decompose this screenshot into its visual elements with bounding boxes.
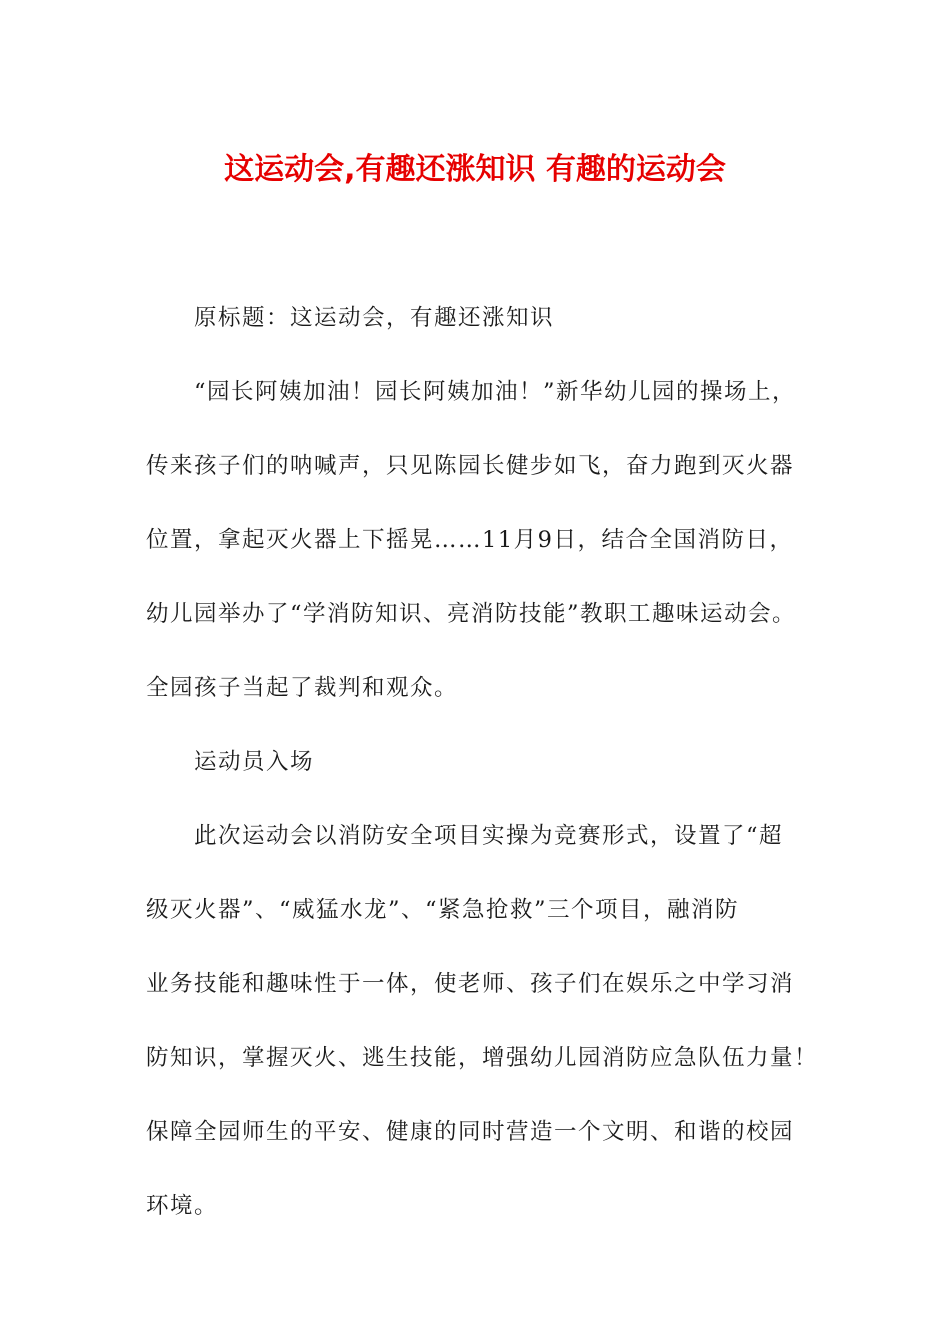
paragraph-line: 全园孩子当起了裁判和观众。 (146, 675, 459, 701)
paragraph-line: “园长阿姨加油！园长阿姨加油！”新华幼儿园的操场上， (194, 379, 797, 405)
paragraph-line: 运动员入场 (194, 749, 315, 775)
paragraph-line: 级灭火器”、“威猛水龙”、“紧急抢救”三个项目，融消防 (146, 897, 740, 923)
paragraph-line: 业务技能和趣味性于一体，使老师、孩子们在娱乐之中学习消 (146, 971, 795, 997)
paragraph-details (146, 799, 819, 1243)
paragraph-line: 环境。 (146, 1193, 219, 1219)
paragraph-line: 此次运动会以消防安全项目实操为竞赛形式，设置了“超 (194, 823, 784, 849)
paragraph-original-title (146, 281, 806, 355)
paragraph-intro (146, 355, 806, 725)
paragraph-line: 原标题：这运动会，有趣还涨知识 (194, 305, 555, 331)
paragraph-line: 保障全园师生的平安、健康的同时营造一个文明、和谐的校园 (146, 1119, 795, 1145)
paragraph-line: 防知识，掌握灭火、逃生技能，增强幼儿园消防应急队伍力量！ (146, 1045, 819, 1071)
paragraph-line: 传来孩子们的呐喊声，只见陈园长健步如飞，奋力跑到灭火器 (146, 453, 795, 479)
paragraph-line: 位置，拿起灭火器上下摇晃……11月9日，结合全国消防日， (146, 527, 794, 553)
document-body (146, 281, 819, 1243)
document-title: 这运动会,有趣还涨知识 有趣的运动会 (224, 152, 726, 187)
paragraph-line: 幼儿园举办了“学消防知识、亮消防技能”教职工趣味运动会。 (146, 601, 797, 627)
paragraph-subheading (146, 725, 806, 799)
